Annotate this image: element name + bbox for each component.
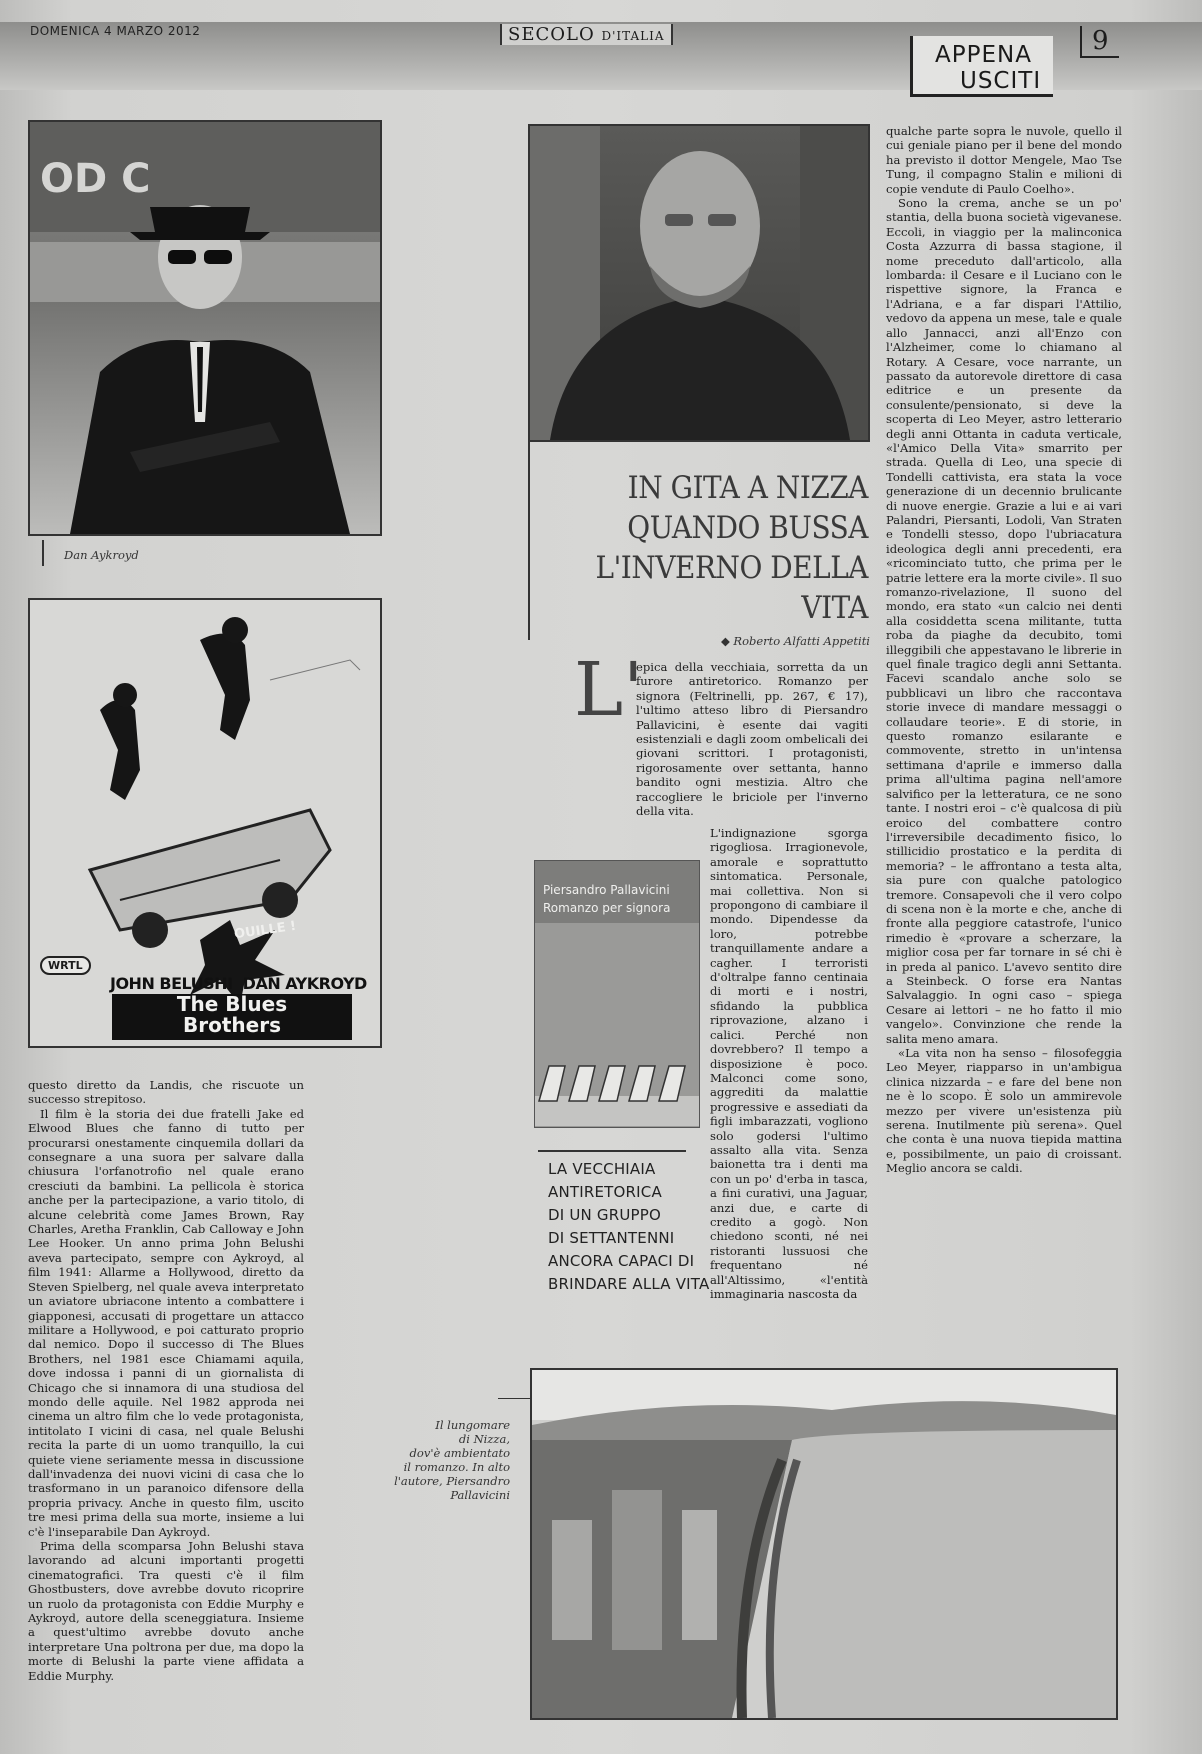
newspaper-masthead [500,24,673,45]
aykroyd-photo [28,120,382,536]
svg-text:OD C: OD C [40,156,151,202]
poster-title-block [112,994,352,1040]
pull-quote-line: BRINDARE ALLA VITA [548,1275,710,1293]
article-headline [573,468,868,628]
headline-line2: QUANDO BUSSA [627,510,868,546]
headline-line1: IN GITA A NIZZA [627,470,868,506]
book-author: Piersandro Pallavicini [543,883,670,897]
poster-station-logo: WRTL [40,956,91,975]
book-title: Romanzo per signora [543,901,671,915]
right-paragraph: Sono la crema, anche se un po' stantia, della buona società vigevanese. Eccoli, in viaggio per la malinconica Costa Azzurra di bassa stagione, il nome preceduto dall'articolo, alla lombarda: il Cesare e il Luciano con le rispettive signore, la Franca e l'Adriana, e a far dispari l'Attilio, vedovo da appena un mese, tale e quale allo Jannacci, anzi all'Enzo con l'Alzheimer, come lo chiamano al Rotary. A Cesare, voce narrante, un passato da autorevole direttore di casa editrice e un presente da consulente/pensionato, si deve la scoperta di Leo Meyer, astro letterario degli anni Ottanta in caduta verticale, «l'Amico Della Vita» smarrito per strada. Quella di Leo, una specie di Tondelli cattivista, era stata la voce generazione di un decennio brulicante di nuove energie. Grazie a lui e ai vari Palandri, Piersanti, Lodoli, Van Straten e Tondelli stesso, dopo l'ubriacatura ideologica degli anni precedenti, era «ricominciato tutto, che prima per le patrie lettere era la morte civile». Il suo romanzo-rivelazione, Il suono del mondo, era stato «un calcio nei denti alla cosiddetta scena militante, tutta roba da piaghe da decubito, tomi illeggibili che appestavano le librerie in quel finale tragico degli anni Settanta. Facevi scandalo anche solo se pubblicavi un libro che raccontava storie invece di mandare messaggi o collaudare teorie». E di storie, in questo romanzo esilarante e commovente, stretto in un'intensa settimana d'aprile e immerso dalla prima all'ultima pagina nell'amore salvifico per la letteratura, ce ne sono tante. I nostri eroi – c'è qualcosa di più eroico del combattere contro l'irreversibile decadimento fisico, lo stillicidio prostatico e la perdita di memoria? – le affrontano a testa alta, sia pure con qualche patologico tremore. Consapevoli che il vero colpo di scena non è la morte e che, anche di fronte alla peggiore catastrofe, l'unico rimedio è «provare a scherzare, la miglior cosa per far tornare in sé chi è in preda al panico. L'avevo sentito dire a Steinbeck. O forse era Nantas Salvalaggio. In ogni caso – spiega Cesare ai lettori – ne ho fatto il mio vangelo». Convinzione che rende la salita meno amara. [886,196,1122,1046]
article-byline: ◆ Roberto Alfatti Appetiti [720,634,870,648]
masthead-suffix: D'ITALIA [601,29,665,43]
section-tag-line2: USCITI [960,68,1042,94]
left-paragraph: questo diretto da Landis, che riscuote un successo strepitoso. [28,1078,304,1107]
author-photo-drawing [530,126,868,440]
author-photo [528,124,870,442]
right-paragraph: qualche parte sopra le nuvole, quello il cui geniale piano per il bene del mondo ha previsto il dottor Mengele, Mao Tse Tung, il compagno Stalin e milioni di copie vendute di Paulo Coelho». [886,124,1122,196]
bottom-photo-rule [498,1398,532,1399]
poster-title-line1: The Blues [176,992,288,1016]
article-right-column [886,124,1122,1176]
section-tag-line1: APPENA [935,42,1032,68]
left-paragraph: Prima della scomparsa John Belushi stava lavorando ad alcuni importanti progetti cinematografici. Tra questi c'è il film Ghostbusters, dove avrebbe dovuto ricoprire un ruolo da protagonista con Eddie Murphy e Aykroyd, autore della sceneggiatura. Insieme a quest'ultimo avrebbe dovuto anche interpretare Una poltrona per due, ma dopo la morte di Belushi la parte viene affidata a Eddie Murphy. [28,1539,304,1683]
article-narrow-column: L'indignazione sgorga rigogliosa. Irragionevole, amorale e soprattutto sintomatica. Personale, mai collettiva. Non si propongono di cambiare il mondo. Dipendesse da loro, potrebbe tranquillamente andare a cagher. I terroristi d'oltralpe fanno centinaia di morti e i nostri, sfidando la pubblica riprovazione, alzano i calici. Perché non dovrebbero? Il tempo a disposizione è poco. Malconci come sono, aggrediti da malattie progressive e assediati da figli imbarazzati, vogliono solo godersi l'ultimo assalto alla vita. Senza baionetta tra i denti ma con un po' d'erba in tasca, a fini curativi, una Jaguar, anzi due, e carte di credito a gogò. Non chiedono sconti, né nei ristoranti lussuosi che frequentano né all'Altissimo, «l'entità immaginaria nascosta da [710,826,868,1301]
pull-quote [548,1158,709,1296]
poster-title-line2: Brothers [183,1013,281,1037]
blues-brothers-poster [28,598,382,1048]
caption-rule [42,540,44,566]
right-paragraph: «La vita non ha senso – filosofeggia Leo Meyer, riapparso in un'ambigua clinica nizzarda – e fare del bene non ne è lo scopo. È solo un ammirevole mezzo per vivere un'esistenza più serena. Inutilmente più serena». Quel che conta è una nuova tiepida mattina e, possibilmente, un paio di croissant. Meglio ancora se caldi. [886,1046,1122,1176]
nice-seafront-photo [530,1368,1118,1720]
seafront-caption [380,1418,510,1502]
headline-rule [528,440,530,640]
drop-cap: L' [574,647,644,733]
article-lead: epica della vecchiaia, sorretta da un furore antiretorico. Romanzo per signora (Feltrinelli, pp. 267, € 17), l'ultimo atteso libro di Piersandro Pallavicini, è esente dai vagiti esistenziali e dagli zoom ombelicali dei giovani scrittori. I protagonisti, rigorosamente over settanta, hanno bandito ogni mestizia. Altro che raccogliere le briciole per l'inverno della vita. [636,660,868,819]
caption-line: di Nizza, [458,1432,510,1446]
left-paragraph: Il film è la storia dei due fratelli Jake ed Elwood Blues che fanno di tutto per procurarsi onestamente cinquemila dollari da consegnare a una suora per salvare dalla chiusura l'orfanotrofio nel quale erano cresciuti da bambini. La pellicola è storica anche per la partecipazione, a vario titolo, di alcune celebrità come James Brown, Ray Charles, Aretha Franklin, Cab Calloway e John Lee Hooker. Un anno prima John Belushi aveva partecipato, sempre con Aykroyd, al film 1941: Allarme a Hollywood, diretto da Steven Spielberg, nel quale aveva interpretato un aviatore ubriacone intento a combattere i giapponesi, accusati di progettare un attacco militare a Hollywood, e poi catturato proprio dal nemico. Dopo il successo di The Blues Brothers, nel 1981 esce Chiamami aquila, dove indossa i panni di un giornalista di Chicago che si innamora di una studiosa del mondo delle aquile. Nel 1982 approda nei cinema un altro film che lo vede protagonista, intitolato I vicini di casa, nel quale Belushi recita la parte di un uomo tranquillo, la cui quiete viene seriamente messa in discussione dall'invadenza dei nuovi vicini di casa che lo trasformano in un paranoico difensore della propria privacy. Anche in questo film, uscito tre mesi prima della sua morte, insieme a lui c'è l'inseparabile Dan Aykroyd. [28,1106,304,1539]
book-cover [534,860,700,1128]
pull-quote-line: DI SETTANTENNI [548,1229,675,1247]
caption-line: Pallavicini [450,1488,510,1502]
caption-line: dov'è ambientato [409,1446,510,1460]
masthead-name: SECOLO [508,24,595,45]
caption-line: l'autore, Piersandro [394,1474,510,1488]
pull-quote-line: ANTIRETORICA [548,1183,662,1201]
issue-date: DOMENICA 4 MARZO 2012 [30,24,201,38]
aykroyd-photo-drawing [30,122,380,534]
poster-actors: JOHN BELUSHI DAN AYKROYD [110,974,367,993]
left-body-column [28,1078,304,1683]
headline-line3: L'INVERNO DELLA VITA [595,550,868,626]
seafront-drawing [532,1370,1116,1718]
page-number: 9 [1080,26,1119,58]
pull-quote-line: DI UN GRUPPO [548,1206,662,1224]
caption-line: il romanzo. In alto [403,1460,510,1474]
aykroyd-caption: Dan Aykroyd [64,548,139,562]
pull-quote-top-rule [538,1150,686,1152]
poster-bubble: OUILLE ! [233,918,298,943]
pull-quote-line: LA VECCHIAIA [548,1160,656,1178]
caption-line: Il lungomare [435,1418,510,1432]
pull-quote-line: ANCORA CAPACI DI [548,1252,695,1270]
book-cover-chairs [535,1056,699,1126]
